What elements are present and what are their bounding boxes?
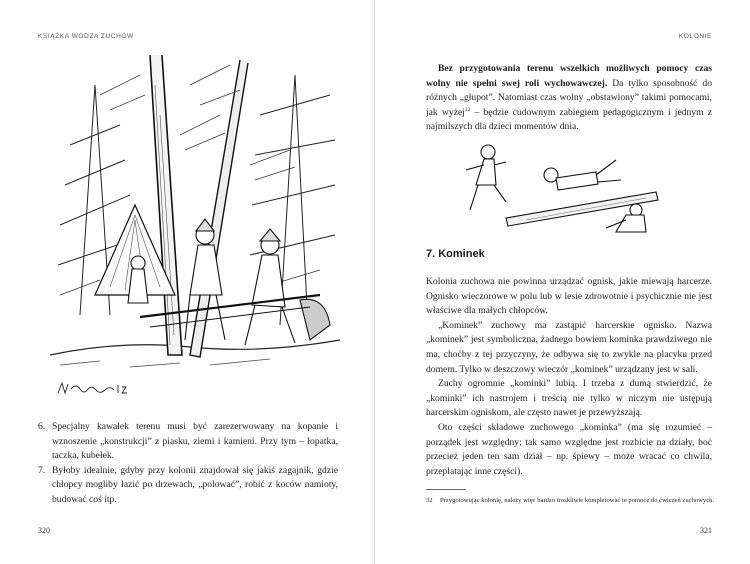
list-item [38, 420, 338, 464]
footnote-rule [426, 489, 466, 490]
forest-boys-building-hut-illustration [40, 55, 340, 400]
page-number-right: 321 [700, 526, 712, 535]
body-paragraph: Kolonia zuchowa nie powinna urządzać ognisk, jakie miewają harcerze. Ognisko wieczorowe w polu lub w lesie zdrowotnie i psychicznie nie jest właściwe dla małych chłopców. [426, 276, 712, 317]
intro-paragraph [426, 62, 712, 135]
numbered-list [38, 420, 338, 508]
section-title: 7. Kominek [426, 248, 485, 260]
running-head-right: KOLONIE [678, 33, 712, 40]
running-head-left: KSIĄŻKA WODZA ZUCHÓW [38, 33, 134, 40]
footnote-reference[interactable]: 32 [464, 106, 471, 113]
footnote-text: Przygotowując kolonię, należy więc bardzo troskliwie kompletować te pomoce do ćwiczeń zuchowych. [440, 497, 715, 504]
body-paragraph: Zuchy ogromnie „kominki” lubią. I trzeba z dumą stwierdzić, że „kominki” ich nastrojem i treścią nie tylko w niczym nie ustępują harcerskim ogniskom, ale często nawet je przewyższają. [426, 378, 712, 419]
list-item [38, 464, 338, 508]
list-item-text: Byłoby idealnie, gdyby przy kolonii znajdował się jakiś zagajnik, gdzie chłopcy mogliby łazić po drzewach, „polować”, robić z koców namioty, budować coś itp. [52, 464, 338, 505]
footnote-number: 32 [426, 497, 433, 504]
list-item-text: Specjalny kawałek terenu musi być zarezerwowany na kopanie i wznoszenie „konstrukcji” z piasku, ziemi i kamieni. Przy tym – łopatka, taczka, kubełek. [52, 421, 338, 462]
footnote [426, 496, 716, 506]
intro-text-end: – będzie cudownym zabiegiem pedagogicznym i jednym z najmilszych dla dzieci momentów dnia. [426, 106, 713, 133]
artist-signature [56, 381, 136, 397]
intro-text: Da tylko sposobność do różnych „głupot”. Natomiast czas wolny „obstawiony” takimi pomocami, jak wyżej [426, 77, 712, 118]
body-paragraph: Oto części składowe zuchowego „kominka” (ma się rozumieć – porządek jest względny; tak samo względne jest rozbicie na działy, boć przecież jeden ten sam dział – np. śpiewy – może wracać co chwila, przeplatając inne części). [426, 421, 712, 477]
body-text [426, 275, 712, 479]
page-number-left: 320 [38, 526, 50, 535]
boys-playing-on-log-illustration [466, 140, 666, 235]
list-item-number: 6. [38, 421, 46, 432]
list-item-number: 7. [38, 464, 46, 476]
body-paragraph: „Kominek” zuchowy ma zastąpić harcerskie ognisko. Nazwa „kominek” jest symboliczna, żadnego bowiem kominka prawdziwego nie ma, choćby z tej przyczyny, że odbywa się to zwykle na placyku przed domem. Tylko w deszczowy wieczór „kominek” urządzany jest w sali. [426, 319, 712, 375]
intro-bold-sentence: Bez przygotowania terenu wszelkich możliwych pomocy czas wolny nie spełni swej roli wychowawczej. [426, 63, 712, 89]
